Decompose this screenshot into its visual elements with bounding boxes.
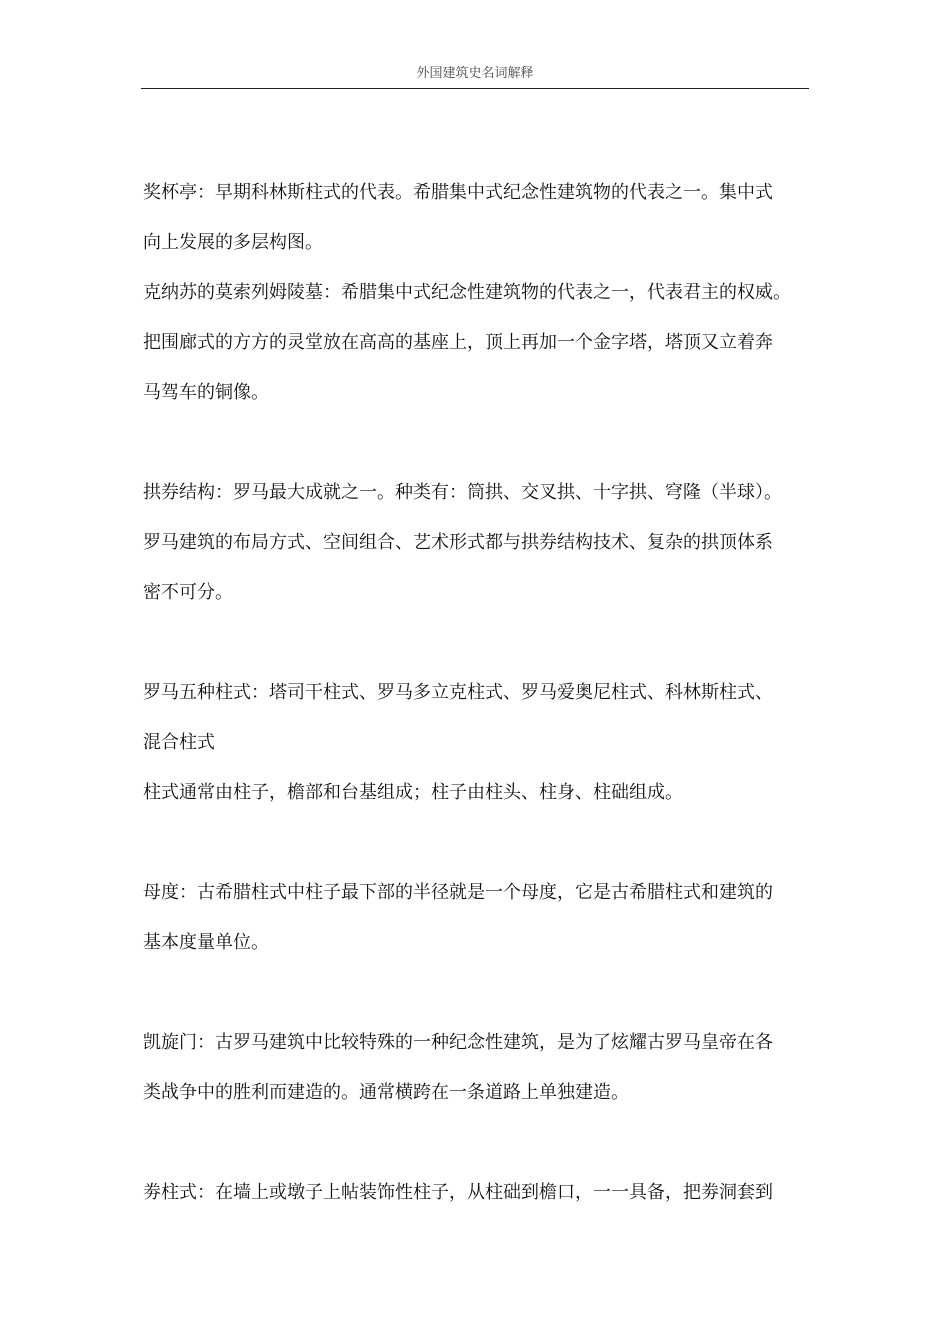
text-line: 罗马建筑的布局方式、空间组合、艺术形式都与拱券结构技术、复杂的拱顶体系	[143, 532, 773, 553]
text-line: 母度：古希腊柱式中柱子最下部的半径就是一个母度，它是古希腊柱式和建筑的	[143, 882, 773, 903]
paragraph-gap	[143, 618, 809, 668]
text-line: 克纳苏的莫索列姆陵墓：希腊集中式纪念性建筑物的代表之一，代表君主的权威。	[143, 282, 791, 303]
text-line: 凯旋门：古罗马建筑中比较特殊的一种纪念性建筑，是为了炫耀古罗马皇帝在各	[143, 1032, 773, 1053]
text-line: 罗马五种柱式：塔司干柱式、罗马多立克柱式、罗马爱奥尼柱式、科林斯柱式、	[143, 682, 773, 703]
paragraph-gap	[143, 418, 809, 468]
text-line: 类战争中的胜利而建造的。通常横跨在一条道路上单独建造。	[143, 1082, 629, 1103]
text-line: 基本度量单位。	[143, 932, 269, 953]
document-body	[143, 168, 809, 1218]
header-title: 外国建筑史名词解释	[416, 66, 534, 81]
paragraph-gap	[143, 968, 809, 1018]
text-line: 柱式通常由柱子，檐部和台基组成；柱子由柱头、柱身、柱础组成。	[143, 782, 683, 803]
text-line: 拱券结构：罗马最大成就之一。种类有：筒拱、交叉拱、十字拱、穹隆（半球）。	[143, 482, 782, 503]
page-header	[141, 62, 809, 89]
text-line: 向上发展的多层构图。	[143, 232, 323, 253]
paragraph-gap	[143, 818, 809, 868]
text-line: 混合柱式	[143, 732, 215, 753]
text-line: 马驾车的铜像。	[143, 382, 269, 403]
paragraph-gap	[143, 1118, 809, 1168]
text-line: 把围廊式的方方的灵堂放在高高的基座上，顶上再加一个金字塔，塔顶又立着奔	[143, 332, 773, 353]
text-line: 密不可分。	[143, 582, 233, 603]
text-line: 劵柱式：在墙上或墩子上帖装饰性柱子，从柱础到檐口，一一具备，把劵洞套到	[143, 1182, 773, 1203]
text-line: 奖杯亭：早期科林斯柱式的代表。希腊集中式纪念性建筑物的代表之一。集中式	[143, 182, 773, 203]
